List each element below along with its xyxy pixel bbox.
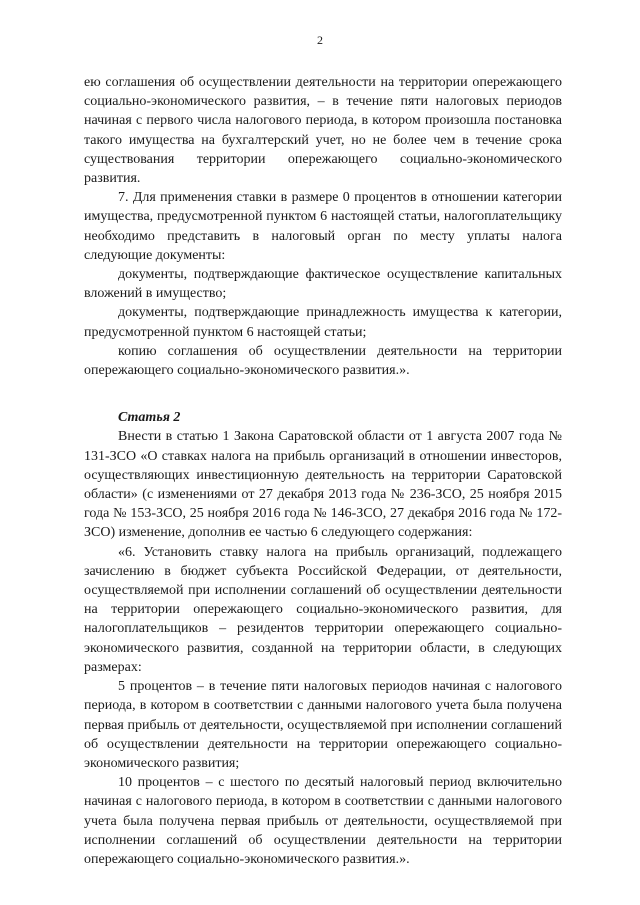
- article2-heading: Статья 2: [118, 410, 181, 426]
- document-item-1: документы, подтверждающие фактическое осуществление капитальных вложений в имущество;: [84, 267, 562, 302]
- article1-item7: 7. Для применения ставки в размере 0 процентов в отношении категории имущества, предусмотренной пунктом 6 настоящей статьи, налогоплательщику необходимо представить в налоговый орган по месту уплаты налога следующие документы:: [84, 190, 562, 263]
- rate-5-percent: 5 процентов – в течение пяти налоговых периодов начиная с налогового периода, в котором в соответствии с данными налогового учета была получена первая прибыль от деятельности, осуществляемой при исполнении соглашений об осуществлении деятельности на территории опережающего социально-экономического развития;: [84, 679, 562, 771]
- page-number: 2: [317, 33, 323, 47]
- article2-intro: Внести в статью 1 Закона Саратовской области от 1 августа 2007 года № 131-ЗСО «О ставках налога на прибыль организаций в отношении инвесторов, осуществляющих инвестиционную деятельность на территории Саратовской области» (с изменениями от 27 декабря 2013 года № 236-ЗСО, 25 ноября 2015 года № 153-ЗСО, 25 ноября 2016 года № 146-ЗСО, 27 декабря 2016 года № 172-ЗСО) изменение, дополнив ее частью 6 следующего содержания:: [84, 429, 562, 541]
- article1-continuation: ею соглашения об осуществлении деятельности на территории опережающего социально-экономического развития, – в течение пяти налоговых периодов начиная с первого числа налогового периода, в котором произошла постановка такого имущества на бухгалтерский учет, но не более чем в течение срока существования территории опережающего социально-экономического развития.: [84, 75, 562, 187]
- article2-part6: «6. Установить ставку налога на прибыль организаций, подлежащего зачислению в бюджет субъекта Российской Федерации, от деятельности, осуществляемой при исполнении соглашений об осуществлении деятельности на территории опережающего социально-экономического развития, для налогоплательщиков – резидентов территории опережающего социально-экономического развития, созданной на территории области, в следующих размерах:: [84, 544, 562, 675]
- rate-10-percent: 10 процентов – с шестого по десятый налоговый период включительно начиная с налогового периода, в котором в соответствии с данными налогового учета была получена первая прибыль от деятельности, осуществляемой при исполнении соглашений об осуществлении деятельности на территории опережающего социально-экономического развития.».: [84, 775, 562, 867]
- document-body: [84, 73, 562, 869]
- document-item-2: документы, подтверждающие принадлежность имущества к категории, предусмотренной пунктом 6 настоящей статьи;: [84, 305, 562, 340]
- document-item-3: копию соглашения об осуществлении деятельности на территории опережающего социально-экономического развития.».: [84, 343, 562, 379]
